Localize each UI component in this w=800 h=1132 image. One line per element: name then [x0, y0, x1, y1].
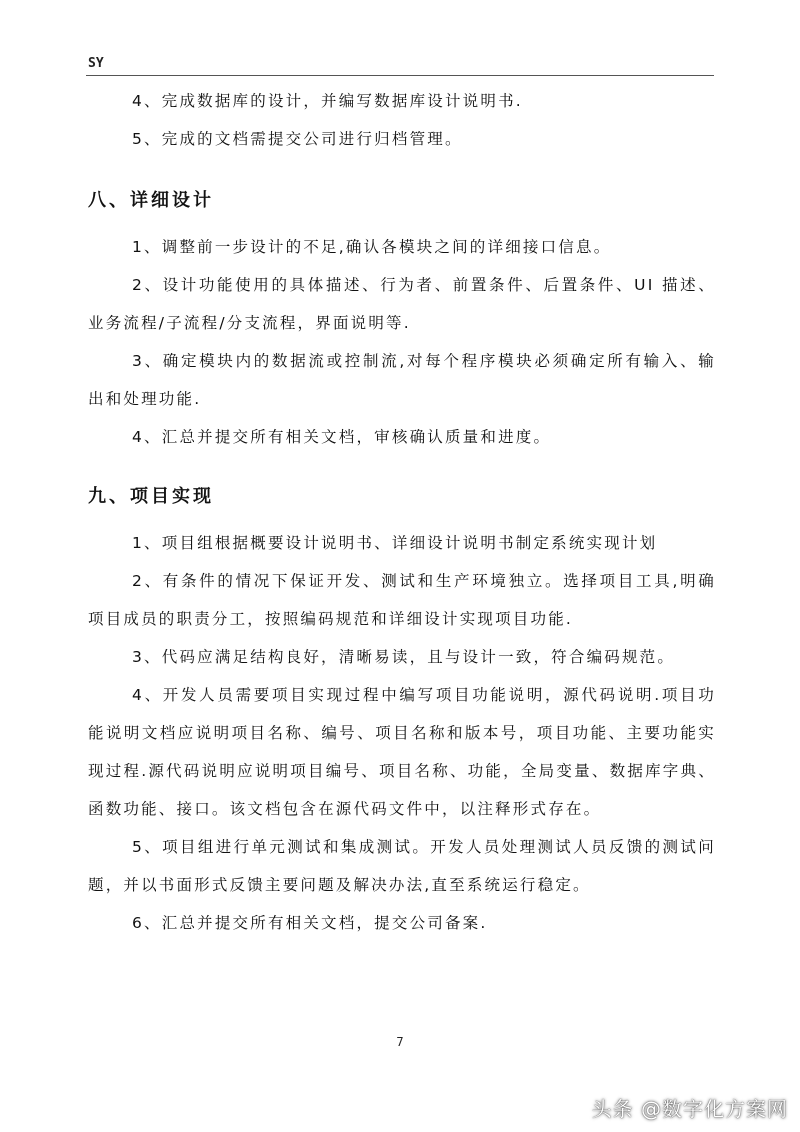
section-heading-project-implementation: 九、项目实现	[88, 486, 214, 507]
paragraph: 4、汇总并提交所有相关文档，审核确认质量和进度。	[132, 428, 552, 446]
header-rule	[86, 75, 714, 76]
paragraph: 4、完成数据库的设计，并编写数据库设计说明书.	[132, 92, 523, 110]
header-tag: SY	[88, 56, 104, 71]
paragraph: 2、有条件的情况下保证开发、测试和生产环境独立。选择项目工具,明确项目成员的职责分工，按照编码规范和详细设计实现项目功能.	[88, 572, 716, 628]
page-content	[88, 82, 716, 942]
paragraph: 4、开发人员需要项目实现过程中编写项目功能说明，源代码说明.项目功能说明文档应说明项目名称、编号、项目名称和版本号，项目功能、主要功能实现过程.源代码说明应说明项目编号、项目名称、功能，全局变量、数据库字典、函数功能、接口。该文档包含在源代码文件中，以注释形式存在。	[88, 686, 716, 818]
section-heading-detailed-design: 八、详细设计	[88, 190, 214, 211]
paragraph: 3、确定模块内的数据流或控制流,对每个程序模块必须确定所有输入、输出和处理功能.	[88, 352, 716, 408]
paragraph: 5、完成的文档需提交公司进行归档管理。	[132, 130, 463, 148]
paragraph: 1、项目组根据概要设计说明书、详细设计说明书制定系统实现计划	[132, 534, 658, 552]
page-number: 7	[396, 1035, 404, 1049]
paragraph: 1、调整前一步设计的不足,确认各模块之间的详细接口信息。	[132, 238, 612, 256]
paragraph: 5、项目组进行单元测试和集成测试。开发人员处理测试人员反馈的测试问题，并以书面形式反馈主要问题及解决办法,直至系统运行稳定。	[88, 838, 716, 894]
paragraph: 2、设计功能使用的具体描述、行为者、前置条件、后置条件、UI 描述、业务流程/子流程/分支流程，界面说明等.	[88, 276, 716, 332]
watermark: 头条 @数字化方案网	[591, 1097, 788, 1121]
paragraph: 3、代码应满足结构良好，清晰易读，且与设计一致，符合编码规范。	[132, 648, 676, 666]
paragraph: 6、汇总并提交所有相关文档，提交公司备案.	[132, 914, 488, 932]
